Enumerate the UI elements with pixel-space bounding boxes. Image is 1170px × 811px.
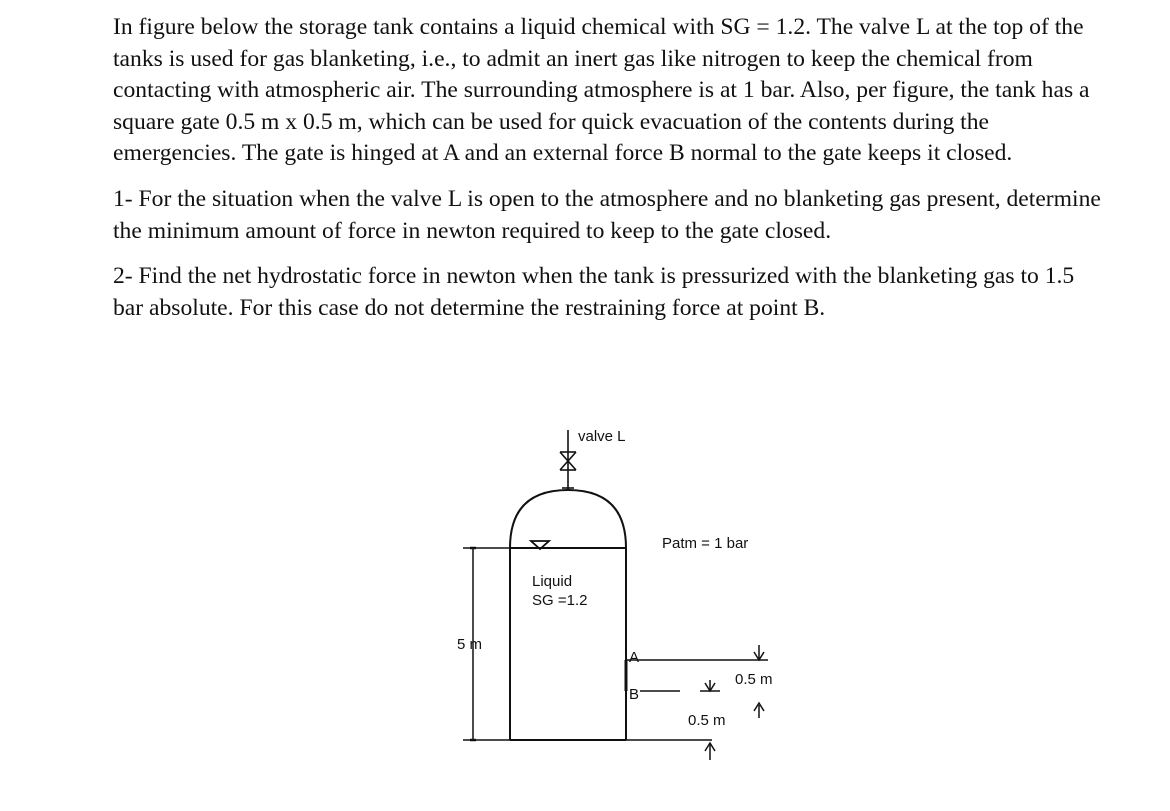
tank-dome — [510, 490, 626, 548]
question-1: 1- For the situation when the valve L is open to the atmosphere and no blanketing gas present, determine the minimum amount of force in newton required to keep to the gate closed. — [113, 185, 1101, 244]
sg-label: SG =1.2 — [532, 592, 588, 609]
point-a-label: A — [629, 649, 640, 666]
dim-horizontal-label: 0.5 m — [688, 712, 726, 729]
intro-paragraph: In figure below the storage tank contains a liquid chemical with SG = 1.2. The valve L at the top of the tanks is used for gas blanketing, i.e., to admit an inert gas like nitrogen to keep the chemical from contacting with atmospheric air. The surrounding atmosphere is at 1 bar. Also, per figure, the tank has a square gate 0.5 m x 0.5 m, which can be used for quick evacuation of the contents during the emergencies. The gate is hinged at A and an external force B normal to the gate keeps it closed. — [113, 14, 1090, 167]
point-b-label: B — [629, 686, 640, 703]
valve-label: valve L — [578, 428, 626, 445]
dim-vertical-label: 0.5 m — [735, 671, 773, 688]
question-2: 2- Find the net hydrostatic force in newton when the tank is pressurized with the blanketing gas to 1.5 bar absolute. For this case do not determine the restraining force at point B. — [113, 263, 1075, 321]
height-label: 5 m — [457, 636, 483, 653]
liquid-label: Liquid — [532, 573, 573, 590]
patm-label: Patm = 1 bar — [662, 535, 749, 552]
